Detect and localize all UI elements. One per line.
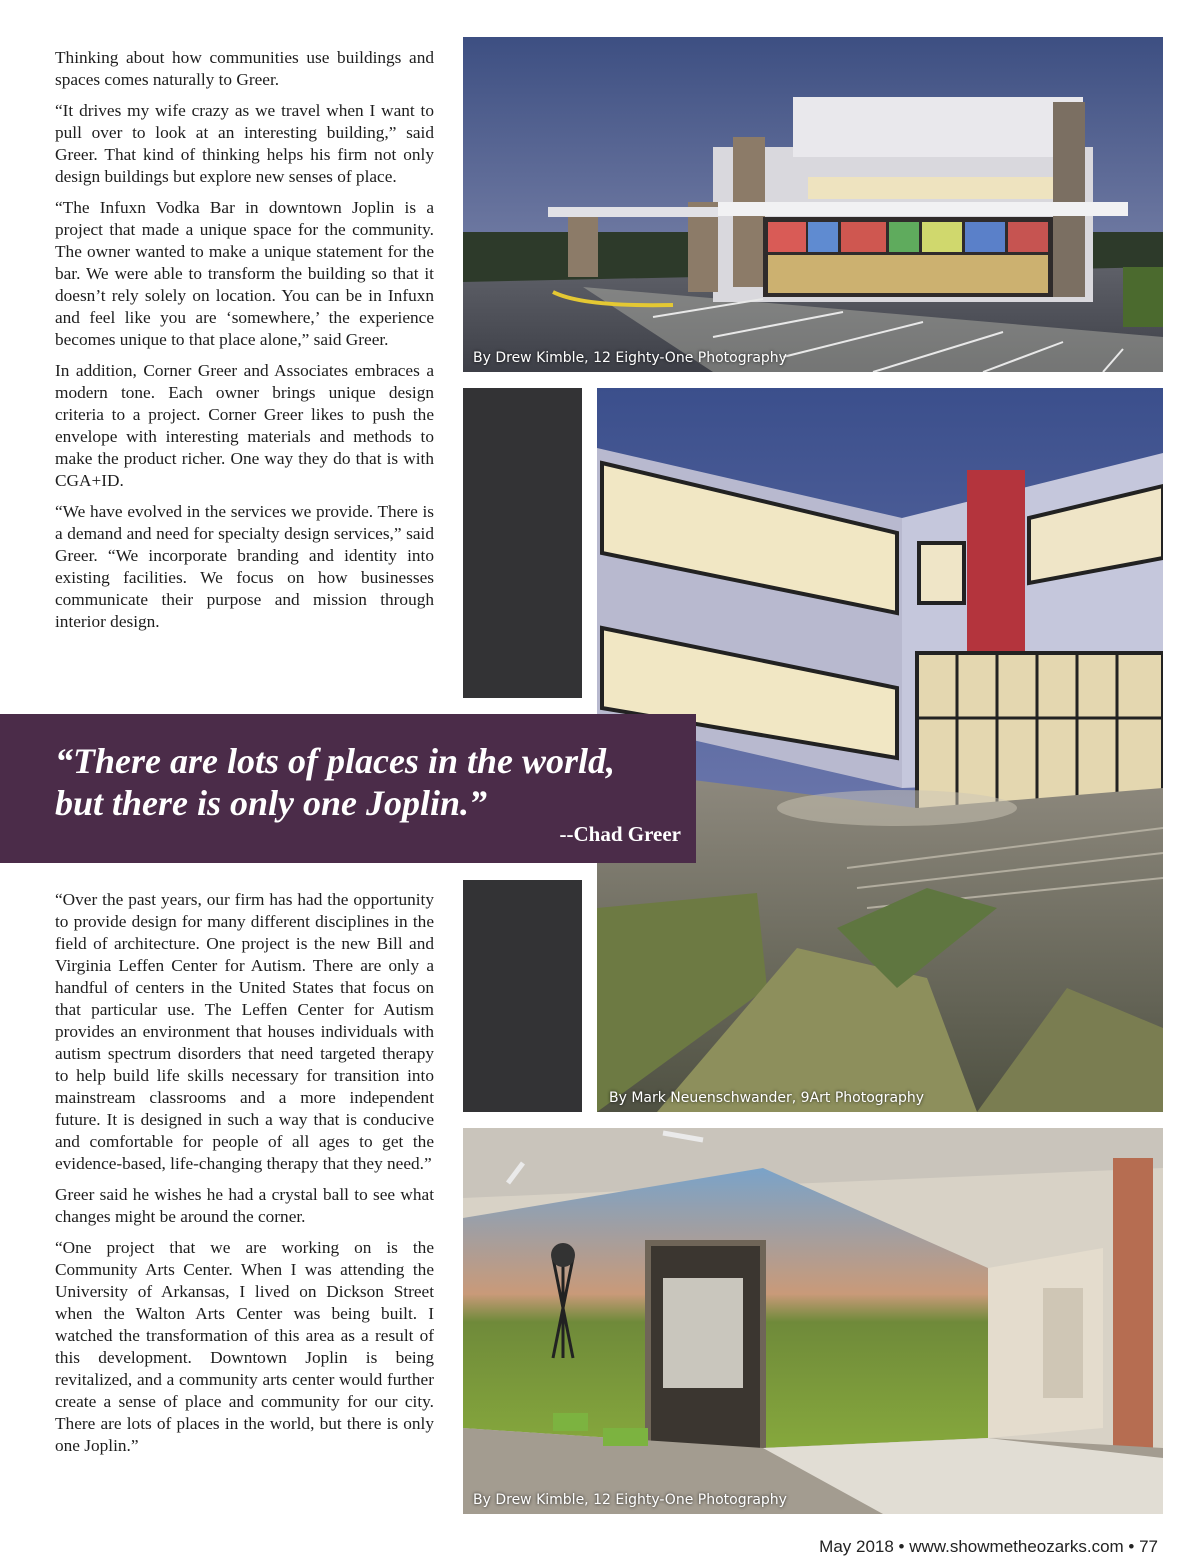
pull-quote [55, 740, 695, 824]
paragraph: “We have evolved in the services we provide. There is a demand and need for specialty design services,” said Greer. “We incorporate branding and identity into existing facilities. We focus on how businesses communicate their purpose and mission through interior design. [55, 502, 434, 631]
paragraph: Greer said he wishes he had a crystal ball to see what changes might be around the corner. [55, 1185, 434, 1226]
paragraph: “One project that we are working on is the Community Arts Center. When I was attending the University of Arkansas, I lived on Dickson Street when the Walton Arts Center was being built. I watched the transformation of this area as a result of this development. Downtown Joplin is being revitalized, and a community arts center would further create a sense of place and community for our city. There are lots of places in the world, but there is only one Joplin.” [55, 1238, 434, 1455]
photo-interior-mural [463, 1128, 1163, 1514]
pull-quote-attribution: --Chad Greer [559, 822, 681, 846]
paragraph: In addition, Corner Greer and Associates embraces a modern tone. Each owner brings unique design criteria to a project. Corner Greer likes to push the envelope with interesting materials and methods to make the product richer. One way they do that is with CGA+ID. [55, 361, 434, 490]
paragraph: “The Infuxn Vodka Bar in downtown Joplin is a project that made a unique space for the community. The owner wanted to make a unique statement for the bar. We were able to transform the building so that it doesn’t rely solely on location. You can be in Infuxn and feel like you are ‘somewhere,’ the experience becomes unique to that place alone,” said Greer. [55, 198, 434, 349]
paragraph: Thinking about how communities use buildings and spaces comes naturally to Greer. [55, 48, 434, 89]
photo-credit: By Drew Kimble, 12 Eighty-One Photography [473, 1492, 787, 1508]
paragraph: “It drives my wife crazy as we travel when I want to pull over to look at an interesting building,” said Greer. That kind of thinking helps his firm not only design buildings but explore new senses of place. [55, 101, 434, 186]
building-exterior-illustration [463, 37, 1163, 372]
interior-mural-illustration [463, 1128, 1163, 1514]
decorative-bar [463, 388, 582, 698]
decorative-bar [463, 880, 582, 1112]
photo-building-exterior [463, 37, 1163, 372]
article-text-top [55, 47, 434, 642]
photo-credit: By Mark Neuenschwander, 9Art Photography [609, 1090, 925, 1106]
pull-quote-line: but there is only one Joplin.” [55, 783, 488, 823]
paragraph: “Over the past years, our firm has had the opportunity to provide design for many different disciplines in the field of architecture. One project is the new Bill and Virginia Leffen Center for Autism. There are only a handful of centers in the United States that focus on that particular use. The Leffen Center for Autism provides an environment that houses individuals with autism spectrum disorders that need targeted therapy to help build life skills necessary for transition into mainstream classrooms and a more independent future. It is designed in such a way that is conducive and comfortable for people of all ages to get the evidence-based, life-changing therapy that they need.” [55, 890, 434, 1173]
photo-credit: By Drew Kimble, 12 Eighty-One Photography [473, 350, 787, 366]
page-footer: May 2018 • www.showmetheozarks.com • 77 [819, 1537, 1158, 1556]
pull-quote-line: “There are lots of places in the world, [55, 741, 615, 781]
article-text-bottom [55, 889, 434, 1466]
